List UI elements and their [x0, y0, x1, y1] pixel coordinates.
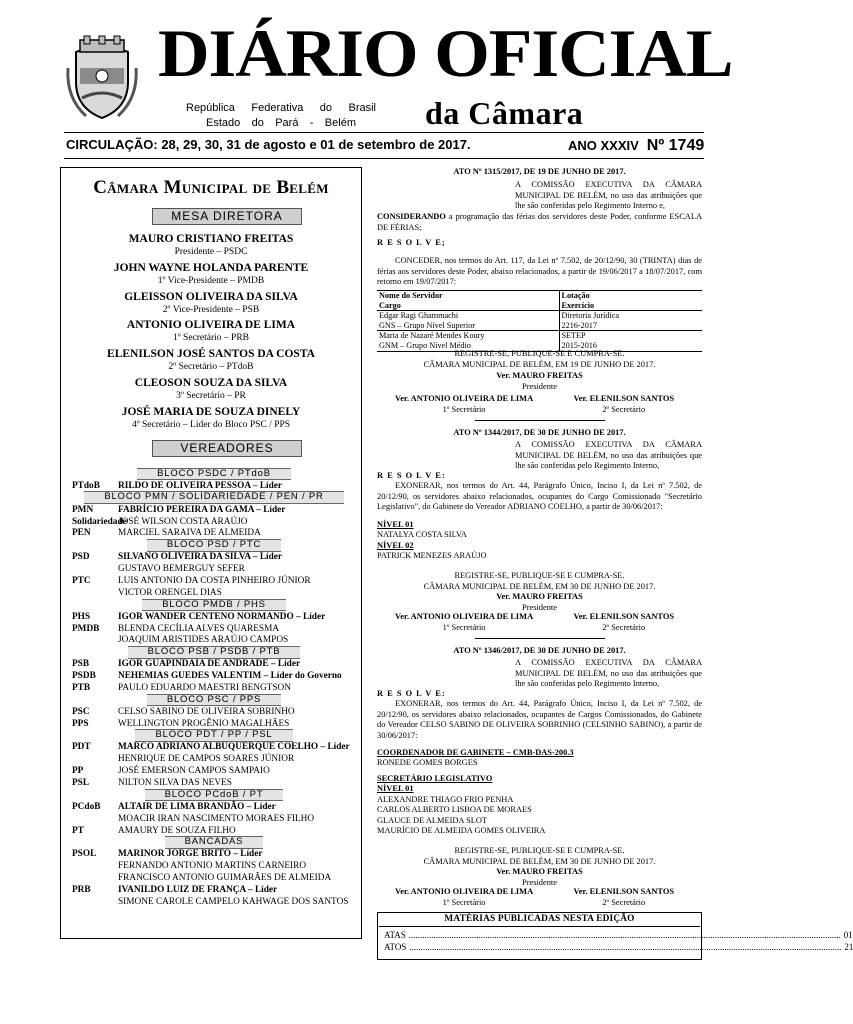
vereador-row: [72, 480, 356, 492]
bloco-header: [72, 694, 356, 706]
member-role: 4º Secretário – Líder do Bloco PSC / PPS: [131, 420, 291, 430]
sec1-block: [395, 394, 533, 415]
vereador-name: MARCO ADRIANO ALBUQUERQUE COELHO – Líder: [118, 742, 350, 753]
sec2-name: Ver. ELENILSON SANTOS: [573, 612, 674, 621]
member-name: JOSÉ MARIA DE SOUZA DINELY: [121, 406, 301, 418]
vereador-name: RILDO DE OLIVEIRA PESSOA – Líder: [118, 480, 283, 491]
vereador-row: [72, 504, 356, 516]
vereador-name: VICTOR ORENGEL DIAS: [118, 587, 222, 598]
bloco-header: [72, 730, 356, 742]
server-name: CARLOS ALBERTO LISBOA DE MORAES: [377, 805, 532, 814]
party-label: PEN: [72, 528, 91, 539]
vereador-row: [72, 682, 356, 694]
col-lotacao-header: Lotação: [561, 291, 590, 300]
mesa-member: [66, 261, 356, 287]
vereador-name: ALTAIR DE LIMA BRANDÃO – Líder: [118, 801, 276, 812]
sec2-name: Ver. ELENILSON SANTOS: [573, 394, 674, 403]
party-label: PMN: [72, 504, 94, 515]
table-cell: [559, 311, 702, 331]
vereador-name: IGOR WANDER CENTENO NORMANDO – Líder: [118, 611, 326, 622]
vereador-row: [72, 753, 356, 765]
act-body: CONCEDER, nos termos do Art. 117, da Lei nº 7.502, de 20/12/90, 30 (TRINTA) dias de férias aos servidores deste Poder, abaixo relacionados, a partir de 19/06/2017 a 18/07/2017, com retorno em 19/07/2017:: [377, 256, 702, 287]
vereador-name: HENRIQUE DE CAMPOS SOARES JÚNIOR: [118, 754, 295, 765]
place-date: CÂMARA MUNICIPAL DE BELÉM, EM 19 DE JUNHO DE 2017.: [423, 360, 656, 369]
sec1-name: Ver. ANTONIO OLIVEIRA DE LIMA: [395, 887, 534, 896]
nivel-label: NÍVEL 02: [377, 541, 414, 550]
vereador-row: [72, 670, 356, 682]
index-leader: ................................................................................................................................................................................................: [408, 930, 841, 940]
act-body: EXONERAR, nos termos do Art. 44, Parágrafo Único, Inciso I, da Lei nº 7.502, de 20/12/90, os servidores abaixo relacionados, ocupantes de Cargos Comissionados, do Gabinete do Vereador CELSO SABINO DE OLIVEIRA SOBRINHO (CELSINHO SABINO), a partir de 30/06/2017:: [377, 699, 702, 740]
vereador-name: JOAQUIM ARISTIDES ARAÚJO CAMPOS: [118, 635, 289, 646]
servers-table-wrap: [377, 290, 702, 352]
sec1-name: Ver. ANTONIO OLIVEIRA DE LIMA: [395, 394, 534, 403]
vereador-row: [72, 611, 356, 623]
separator: [475, 638, 605, 639]
cell-text: GNS – Grupo Nível Superior: [379, 320, 475, 330]
edition-number: Nº 1749: [646, 137, 705, 154]
vereador-row: [72, 765, 356, 777]
party-label: PSC: [72, 706, 90, 717]
bloco-header: [72, 646, 356, 658]
president-role: Presidente: [522, 382, 557, 391]
cell-text: Diretoria Jurídica: [561, 311, 620, 321]
bloco-header: [72, 789, 356, 801]
vereador-row: [72, 741, 356, 753]
separator: [475, 420, 605, 421]
server-name: NATALYA COSTA SILVA: [377, 530, 467, 539]
vereador-name: CELSO SABINO DE OLIVEIRA SOBRINHO: [118, 706, 295, 717]
republic-line: República Federativa do Brasil: [186, 102, 376, 114]
mesa-member: [66, 290, 356, 316]
place-date: CÂMARA MUNICIPAL DE BELÉM, EM 30 DE JUNHO DE 2017.: [423, 582, 656, 591]
vereador-row: [72, 825, 356, 837]
server-name: PATRICK MENEZES ARAÚJO: [377, 551, 487, 560]
act-preamble: A COMISSÃO EXECUTIVA DA CÂMARA MUNICIPAL DE BELÉM, no uso das atribuições que lhe são conferidas pelo Regimento Interno,: [515, 658, 702, 689]
party-label: PTdoB: [72, 480, 100, 491]
party-label: PP: [72, 766, 84, 777]
sec2-role: 2º Secretário: [602, 404, 646, 414]
vereador-name: LUIS ANTONIO DA COSTA PINHEIRO JÚNIOR: [118, 575, 311, 586]
mesa-member: [66, 376, 356, 402]
sec1-block: [395, 887, 533, 908]
president-role: Presidente: [522, 878, 557, 887]
act-resolve: R E S O L V E;: [377, 238, 446, 247]
member-role: Presidente – PSDC: [174, 247, 248, 257]
edition-year: ANO XXXIV: [568, 138, 639, 153]
act-resolve: R E S O L V E:: [377, 689, 446, 698]
registre-line: REGISTRE-SE, PUBLIQUE-SE E CUMPRA-SE.: [454, 571, 625, 580]
bloco-label: BLOCO PDT / PP / PSL: [135, 729, 292, 742]
considerando-text: a programação das férias dos servidores deste Poder, conforme ESCALA DE FÉRIAS;: [377, 212, 702, 232]
coordinator-label: COORDENADOR DE GABINETE – CMB-DAS-200.3: [377, 748, 574, 757]
member-role: 1º Vice-Presidente – PMDB: [157, 276, 265, 286]
party-label: PSB: [72, 659, 90, 670]
sec2-role: 2º Secretário: [602, 622, 646, 632]
bloco-header: [72, 599, 356, 611]
vereador-row: [72, 634, 356, 646]
index-row[interactable]: [384, 930, 853, 940]
server-name: ALEXANDRE THIAGO FRIO PENHA: [377, 795, 514, 804]
sec2-name: Ver. ELENILSON SANTOS: [573, 887, 674, 896]
server-name: MAURÍCIO DE ALMEIDA GOMES OLIVEIRA: [377, 826, 546, 835]
act-title: ATO Nº 1344/2017, DE 30 DE JUNHO DE 2017.: [453, 428, 626, 437]
vereador-name: IGOR GUAPINDAIA DE ANDRADE – Líder: [118, 659, 301, 670]
party-label: Solidariedade: [72, 516, 127, 527]
member-name: JOHN WAYNE HOLANDA PARENTE: [113, 262, 309, 274]
vereador-row: [72, 527, 356, 539]
secretary-label: SECRETÁRIO LEGISLATIVO: [377, 774, 493, 783]
cell-text: Edgar Ragi Ghammachi: [379, 311, 459, 321]
registre-line: REGISTRE-SE, PUBLIQUE-SE E CUMPRA-SE.: [454, 349, 625, 358]
mesa-member: [66, 232, 356, 258]
vereador-name: NILTON SILVA DAS NEVES: [118, 778, 232, 789]
index-label: ATOS: [384, 942, 407, 952]
circulation-dates: CIRCULAÇÃO: 28, 29, 30, 31 de agosto e 01 de setembro de 2017.: [66, 137, 471, 152]
table-header: [377, 291, 559, 311]
member-role: 2º Vice-Presidente – PSB: [162, 305, 260, 315]
bloco-label: BLOCO PMN / SOLIDARIEDADE / PEN / PR: [84, 491, 343, 504]
member-name: CLEOSON SOUZA DA SILVA: [134, 377, 288, 389]
member-name: GLEISSON OLIVEIRA DA SILVA: [124, 291, 298, 303]
member-name: ANTONIO OLIVEIRA DE LIMA: [126, 319, 296, 331]
act-resolve: R E S O L V E:: [377, 471, 446, 480]
vereador-row: [72, 658, 356, 670]
bloco-label: BANCADAS: [165, 836, 264, 849]
sec2-block: [574, 394, 674, 415]
vereador-name: MARINOR JORGE BRITO – Líder: [118, 849, 263, 860]
table-row: [377, 311, 702, 331]
col-name-header: Nome do Servidor: [379, 291, 443, 300]
cell-text: Maria de Nazaré Mendes Koury: [379, 331, 485, 341]
secretaries-signatures: [377, 612, 702, 633]
party-label: PMDB: [72, 623, 100, 634]
registre-line: REGISTRE-SE, PUBLIQUE-SE E CUMPRA-SE.: [454, 846, 625, 855]
president-signature: Ver. MAURO FREITAS: [496, 867, 583, 876]
member-role: 1º Secretário – PRB: [172, 333, 250, 343]
party-label: PSOL: [72, 849, 97, 860]
party-label: PSL: [72, 778, 90, 789]
cell-text: 2015-2016: [561, 340, 597, 350]
party-label: PCdoB: [72, 801, 101, 812]
vereadores-list: [72, 468, 356, 908]
act-preamble: A COMISSÃO EXECUTIVA DA CÂMARA MUNICIPAL DE BELÉM, no uso das atribuições que lhe são conferidas pelo Regimento Interno e,: [515, 180, 702, 211]
index-divider: [379, 926, 700, 927]
nivel-label: NÍVEL 01: [377, 520, 414, 529]
vereador-name: WELLINGTON PROGÊNIO MAGALHÃES: [118, 718, 290, 729]
vereador-name: MOACIR IRAN NASCIMENTO MORAES FILHO: [118, 813, 315, 824]
city-coat-of-arms: [66, 38, 138, 122]
sec1-role: 1º Secretário: [442, 897, 486, 907]
vereadores-header: VEREADORES: [152, 440, 302, 457]
mesa-member: [66, 318, 356, 344]
vereador-row: [72, 563, 356, 575]
act-body: EXONERAR, nos termos do Art. 44, Parágrafo Único, Inciso I, da Lei nº 7.502, de 20/12/90, os servidores abaixo relacionados, ocupantes do Cargo Comissionado "Secretário Legislativo", do Gabinete do Vereador ADRIANO COELHO, a partir de 30/06/2017:: [377, 481, 702, 512]
state-line: Estado do Pará - Belém: [206, 117, 356, 129]
index-leader: ................................................................................................................................................................................................: [409, 942, 842, 952]
index-label: ATAS: [384, 930, 406, 940]
cell-text: GNM – Grupo Nível Médio: [379, 340, 471, 350]
server-name: GLAUCE DE ALMEIDA SLOT: [377, 816, 488, 825]
col-cargo-header: Cargo: [379, 300, 401, 310]
sec2-block: [574, 887, 674, 908]
president-role: Presidente: [522, 603, 557, 612]
act-preamble: A COMISSÃO EXECUTIVA DA CÂMARA MUNICIPAL DE BELÉM, no uso das atribuições que lhe são conferidas pelo Regimento Interno,: [515, 440, 702, 471]
vereador-name: AMAURY DE SOUZA FILHO: [118, 825, 236, 836]
council-title: Câmara Municipal de Belém: [93, 177, 329, 198]
sec1-block: [395, 612, 533, 633]
mesa-diretora-header: MESA DIRETORA: [152, 208, 302, 225]
party-label: PSD: [72, 552, 90, 563]
party-label: PTB: [72, 682, 91, 693]
vereador-name: FABRÍCIO PEREIRA DA GAMA – Líder: [118, 504, 286, 515]
index-row[interactable]: [384, 942, 853, 952]
edition-index-title: MATÉRIAS PUBLICADAS NESTA EDIÇÃO: [444, 914, 635, 924]
vereador-row: [72, 575, 356, 587]
vereador-name: FRANCISCO ANTONIO GUIMARÃES DE ALMEIDA: [118, 873, 332, 884]
bloco-header: [72, 539, 356, 551]
vereador-row: [72, 860, 356, 872]
vereador-name: MARCIEL SARAIVA DE ALMEIDA: [118, 528, 261, 539]
vereador-row: [72, 718, 356, 730]
sec2-block: [574, 612, 674, 633]
vereador-name: NEHEMIAS GUEDES VALENTIM – Líder do Governo: [118, 671, 342, 682]
newspaper-subtitle: da Câmara: [425, 95, 584, 131]
sec2-role: 2º Secretário: [602, 897, 646, 907]
vereador-row: [72, 849, 356, 861]
vereador-row: [72, 884, 356, 896]
party-label: PPS: [72, 718, 89, 729]
bloco-label: BLOCO PSD / PTC: [147, 539, 281, 552]
vereador-row: [72, 516, 356, 528]
secretaries-signatures: [377, 887, 702, 908]
party-label: PSDB: [72, 671, 96, 682]
vereador-row: [72, 872, 356, 884]
vereador-row: [72, 551, 356, 563]
mesa-member: [66, 347, 356, 373]
bloco-label: BLOCO PMDB / PHS: [142, 599, 286, 612]
vereador-name: JOSÉ EMERSON CAMPOS SAMPAIO: [118, 766, 270, 777]
party-label: PRB: [72, 885, 91, 896]
vereador-name: BLENDA CECÍLIA ALVES QUARESMA: [118, 623, 280, 634]
vereador-name: SILVANO OLIVEIRA DA SILVA – Líder: [118, 552, 283, 563]
server-name: RONEDE GOMES BORGES: [377, 758, 478, 767]
cell-text: 2216-2017: [561, 320, 597, 330]
president-signature: Ver. MAURO FREITAS: [496, 371, 583, 380]
act-title: ATO Nº 1346/2017, DE 30 DE JUNHO DE 2017.: [453, 646, 626, 655]
table-cell: [377, 311, 559, 331]
newspaper-title: DIÁRIO OFICIAL: [158, 15, 733, 91]
party-label: PT: [72, 825, 84, 836]
vereador-name: PAULO EDUARDO MAESTRI BENGTSON: [118, 682, 291, 693]
index-page: 21: [844, 942, 853, 952]
bloco-label: BLOCO PCdoB / PT: [145, 789, 284, 802]
party-label: PHS: [72, 611, 91, 622]
vereador-row: [72, 777, 356, 789]
member-name: ELENILSON JOSÉ SANTOS DA COSTA: [107, 348, 315, 360]
bloco-header: [72, 468, 356, 480]
vereador-row: [72, 706, 356, 718]
vereador-row: [72, 801, 356, 813]
vereador-row: [72, 623, 356, 635]
vereador-row: [72, 896, 356, 908]
cell-text: SETEP: [561, 331, 586, 341]
member-role: 3º Secretário – PR: [176, 391, 246, 401]
vereador-name: JOSÉ WILSON COSTA ARAÚJO: [118, 516, 248, 527]
bloco-label: BLOCO PSDC / PTdoB: [137, 468, 291, 481]
sec1-name: Ver. ANTONIO OLIVEIRA DE LIMA: [395, 612, 534, 621]
sec1-role: 1º Secretário: [442, 404, 486, 414]
party-label: PDT: [72, 742, 91, 753]
header-divider: [64, 132, 704, 133]
table-header: [559, 291, 702, 311]
bloco-label: BLOCO PSB / PSDB / PTB: [128, 646, 301, 659]
vereador-name: IVANILDO LUIZ DE FRANÇA – Líder: [118, 885, 278, 896]
edition-info: [568, 137, 704, 155]
vereador-name: SIMONE CAROLE CAMPELO KAHWAGE DOS SANTOS: [118, 897, 349, 907]
place-date: CÂMARA MUNICIPAL DE BELÉM, EM 30 DE JUNHO DE 2017.: [423, 857, 656, 866]
bloco-header: [72, 492, 356, 504]
vereador-row: [72, 813, 356, 825]
member-name: MAURO CRISTIANO FREITAS: [128, 233, 294, 245]
col-exercicio-header: Exercício: [561, 300, 595, 310]
bloco-label: BLOCO PSC / PPS: [147, 694, 281, 707]
mesa-member: [66, 405, 356, 431]
act-title: ATO Nº 1315/2017, DE 19 DE JUNHO DE 2017.: [453, 167, 626, 176]
index-page: 01: [843, 930, 853, 940]
header-divider-bottom: [64, 158, 704, 159]
sec1-role: 1º Secretário: [442, 622, 486, 632]
secretaries-signatures: [377, 394, 702, 415]
member-role: 2º Secretário – PTdoB: [168, 362, 254, 372]
president-signature: Ver. MAURO FREITAS: [496, 592, 583, 601]
act-considerando: [377, 212, 702, 233]
vereador-name: GUSTAVO BEMERGUY SEFER: [118, 564, 245, 575]
vereador-name: FERNANDO ANTONIO MARTINS CARNEIRO: [118, 861, 307, 872]
nivel-label: NÍVEL 01: [377, 784, 414, 793]
considerando-label: CONSIDERANDO: [377, 212, 446, 221]
vereador-row: [72, 587, 356, 599]
servers-table: [377, 290, 702, 352]
bloco-header: [72, 837, 356, 849]
party-label: PTC: [72, 575, 91, 586]
